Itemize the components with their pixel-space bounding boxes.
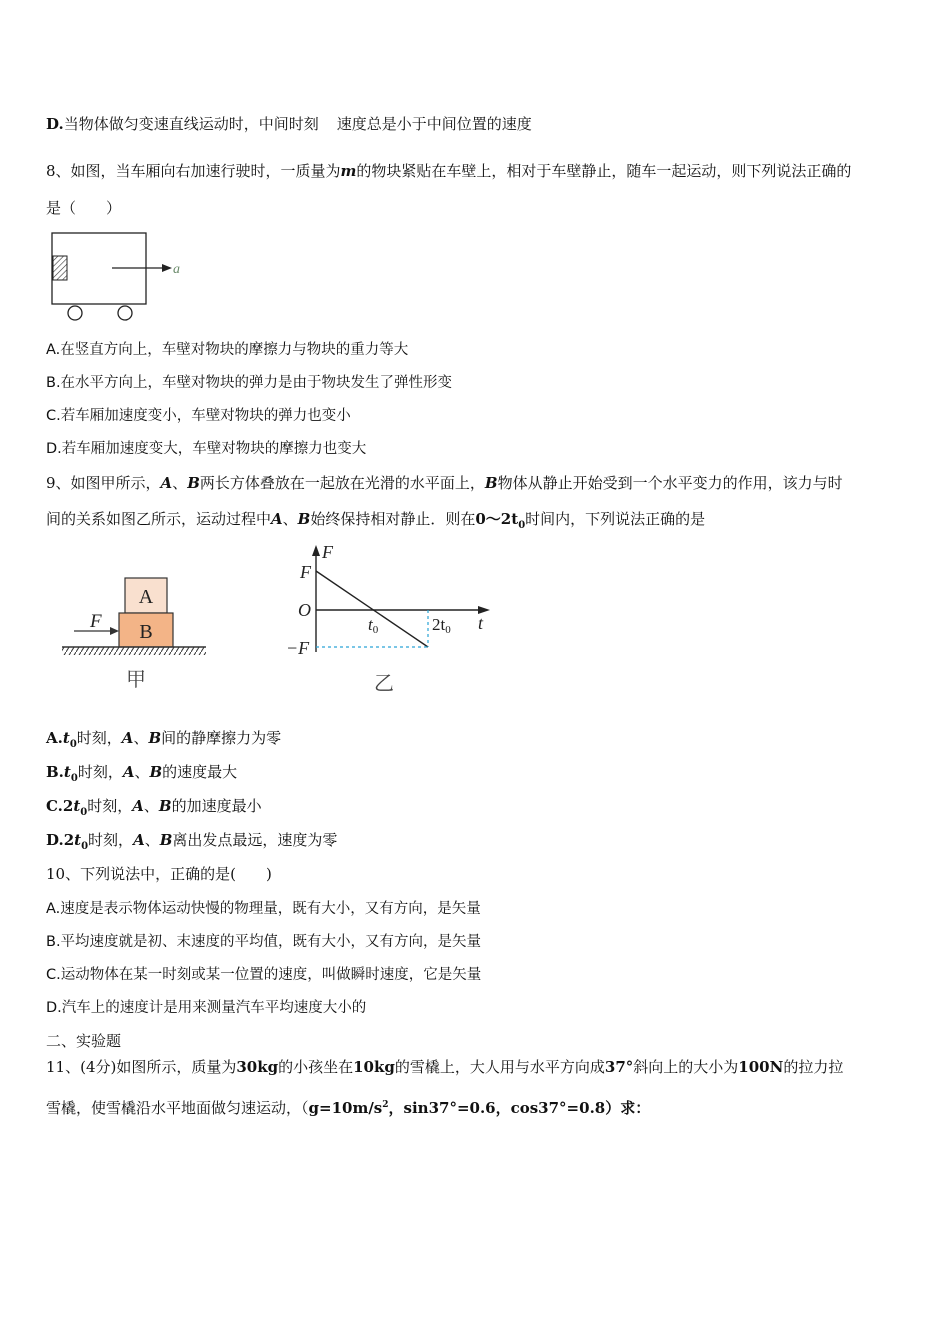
ground-hatch <box>62 647 206 655</box>
block-m <box>53 256 67 280</box>
q8-stem-line2: 是（ ） <box>46 199 122 217</box>
q7-d-text: 当物体做匀变速直线运动时，中间时刻 <box>63 115 319 133</box>
q7-d-prefix: D. <box>46 115 64 133</box>
q9-l1-sep: 、 <box>172 474 188 492</box>
q9-l1c: 物体从静止开始受到一个水平变力的作用，该力与时 <box>497 474 843 492</box>
tick-F: F <box>300 562 311 582</box>
origin-label: O <box>298 600 311 620</box>
q9-l1b: 两长方体叠放在一起放在光滑的水平面上， <box>199 474 485 492</box>
tick-t0: t0 <box>368 615 379 636</box>
q8-stem-m: m <box>340 162 357 180</box>
q9-l2a: 间的关系如图乙所示，运动过程中 <box>46 510 272 528</box>
accel-label: a <box>173 262 180 277</box>
q9-l2-B: B <box>297 510 311 528</box>
q10-stem: 10、下列说法中，正确的是( ) <box>46 865 272 883</box>
q9-stem-line1 <box>46 473 843 493</box>
q9-l1-B: B <box>187 474 200 492</box>
y-axis-label: F <box>322 542 333 562</box>
q9-figure-yi <box>282 540 498 696</box>
q10-option-a: A.速度是表示物体运动快慢的物理量，既有大小，又有方向，是矢量 <box>46 901 481 917</box>
q9-l2-range: 0～2t <box>475 510 519 528</box>
q9-option-c: $C.2t_0$时刻，A、B的加速度最小 <box>46 797 262 818</box>
q9-option-b: $B.t_0$时刻，A、B的速度最大 <box>46 763 238 784</box>
caption-yi: 乙 <box>374 673 394 695</box>
q9-l2b: 始终保持相对静止．则在 <box>310 510 476 528</box>
q9-l2-sub: 0 <box>518 520 526 531</box>
q9-l1-A: A <box>160 474 173 492</box>
q11-line1: 11、(4分)如图所示，质量为30kg的小孩坐在10kg的雪橇上，大人用与水平方向成37°斜向上的大小为100N的拉力拉 <box>46 1058 844 1076</box>
q8-option-b: B.在水平方向上，车壁对物块的弹力是由于物块发生了弹性形变 <box>46 375 453 391</box>
q9-l2-sep: 、 <box>282 510 298 528</box>
q10-option-d: D.汽车上的速度计是用来测量汽车平均速度大小的 <box>46 1000 367 1016</box>
q8-stem-a: 8、如图，当车厢向右加速行驶时，一质量为 <box>46 162 341 180</box>
section-heading: 二、实验题 <box>46 1032 122 1050</box>
q8-stem-line1 <box>46 161 851 181</box>
q7-d-text2: 速度总是小于中间位置的速度 <box>336 115 532 133</box>
q8-option-c: C.若车厢加速度变小，车壁对物块的弹力也变小 <box>46 408 351 424</box>
block-B-label: B <box>139 621 153 643</box>
q9-l2c: 时间内，下列说法正确的是 <box>525 510 706 528</box>
q9-l1-B2: B <box>484 474 498 492</box>
q9-option-d: $D.2t_0$时刻，A、B离出发点最远，速度为零 <box>46 831 338 852</box>
tick-negF: −F <box>286 638 310 658</box>
x-axis-label: t <box>478 613 484 633</box>
tick-2t0: 2t0 <box>432 615 451 636</box>
force-label: F <box>90 611 102 632</box>
q9-l1a: 9、如图甲所示， <box>46 474 161 492</box>
q9-figure-jia <box>56 572 216 694</box>
q9-option-a: $A.t_0$时刻，A、B间的静摩擦力为零 <box>46 729 282 750</box>
q8-stem-b: 的物块紧贴在车壁上，相对于车壁静止，随车一起运动，则下列说法正确的 <box>356 162 852 180</box>
wheel-left <box>68 306 82 320</box>
q9-stem-line2 <box>46 509 705 536</box>
q10-option-c: C.运动物体在某一时刻或某一位置的速度，叫做瞬时速度，它是矢量 <box>46 967 482 983</box>
wheel-right <box>118 306 132 320</box>
caption-jia: 甲 <box>126 669 146 691</box>
q10-option-b: B.平均速度就是初、末速度的平均值，既有大小，又有方向，是矢量 <box>46 934 482 950</box>
q11-line2: 雪橇，使雪橇沿水平地面做匀速运动，（$g=10m/s^2$，sin37°=0.6，cos37°=0.8）求： <box>46 1099 651 1117</box>
block-A-label: A <box>138 586 154 608</box>
q8-option-d: D.若车厢加速度变大，车壁对物块的摩擦力也变大 <box>46 441 367 457</box>
q7-option-d <box>46 114 532 134</box>
q9-l2-A: A <box>271 510 283 528</box>
q8-option-a: A.在竖直方向上，车壁对物块的摩擦力与物块的重力等大 <box>46 342 409 358</box>
q8-figure-car <box>46 228 196 324</box>
